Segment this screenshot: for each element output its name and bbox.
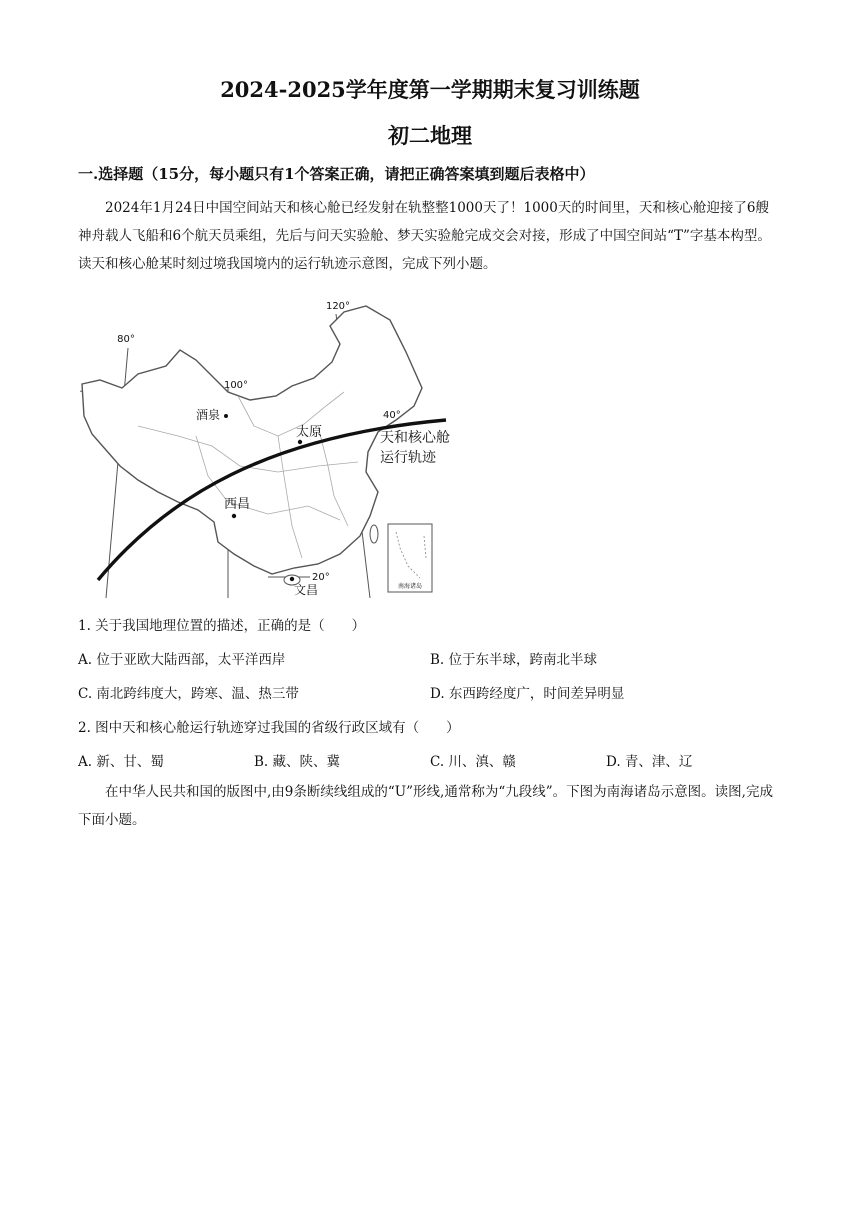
question-2-option-a: A. 新、甘、蜀 (78, 754, 164, 770)
xichang-marker (232, 514, 236, 518)
city-wenchang-label: 文昌 (294, 583, 319, 597)
question-1-option-a: A. 位于亚欧大陆西部，太平洋西岸 (78, 652, 286, 668)
city-jiuquan-label: 酒泉 (196, 408, 221, 422)
passage-1: 2024年1月24日中国空间站天和核心舱已经发射在轨整整1000天了！1000天的时间里，天和核心舱迎接了6艘神舟载人飞船和6个航天员乘组，先后与问天实验舱、梦天实验舱完成交会对接，形成了中国空间站“T”字基本构型。读天和核心舱某时刻过境我国境内的运行轨迹示意图，完成下列小题。 (78, 200, 771, 272)
question-1-stem: 1. 关于我国地理位置的描述，正确的是（ ） (78, 618, 366, 634)
meridian-120-label: 120° (325, 301, 351, 312)
page-title: 2024-2025学年度第一学期期末复习训练题 (220, 77, 640, 102)
city-taiyuan-label: 太原 (296, 425, 323, 440)
question-2-option-b: B. 藏、陕、冀 (254, 754, 341, 770)
question-2-option-d: D. 青、津、辽 (606, 754, 693, 770)
parallel-40-label: 40° (383, 410, 401, 421)
south-china-sea-inset (388, 524, 432, 592)
question-1-option-b: B. 位于东半球，跨南北半球 (430, 652, 598, 668)
passage-2: 在中华人民共和国的版图中,由9条断续线组成的“U”形线,通常称为“九段线”。下图为南海诸岛示意图。读图,完成下面小题。 (78, 784, 773, 828)
question-1-option-c: C. 南北跨纬度大，跨寒、温、热三带 (78, 686, 299, 702)
taiwan-island (370, 525, 378, 543)
meridian-80-label: 80° (117, 334, 135, 345)
page-subtitle: 初二地理 (388, 123, 472, 148)
question-2-stem: 2. 图中天和核心舱运行轨迹穿过我国的省级行政区域有（ ） (78, 720, 460, 736)
meridian-100-label: 100° (223, 380, 249, 391)
question-1-option-d: D. 东西跨经度广，时间差异明显 (430, 686, 625, 702)
taiyuan-marker (298, 440, 302, 444)
orbit-label-line1: 天和核心舱 (380, 430, 450, 446)
orbit-label-line2: 运行轨迹 (380, 450, 436, 466)
city-xichang-label: 西昌 (224, 497, 251, 512)
question-2-option-c: C. 川、滇、赣 (430, 754, 516, 770)
section-heading: 一.选择题（15分，每小题只有1个答案正确，请把正确答案填到题后表格中） (78, 165, 595, 183)
wenchang-marker (290, 577, 294, 581)
inset-label: 南海诸岛 (397, 583, 423, 590)
jiuquan-marker (224, 414, 228, 418)
parallel-20-label: 20° (312, 572, 330, 583)
china-map-figure (78, 296, 450, 598)
